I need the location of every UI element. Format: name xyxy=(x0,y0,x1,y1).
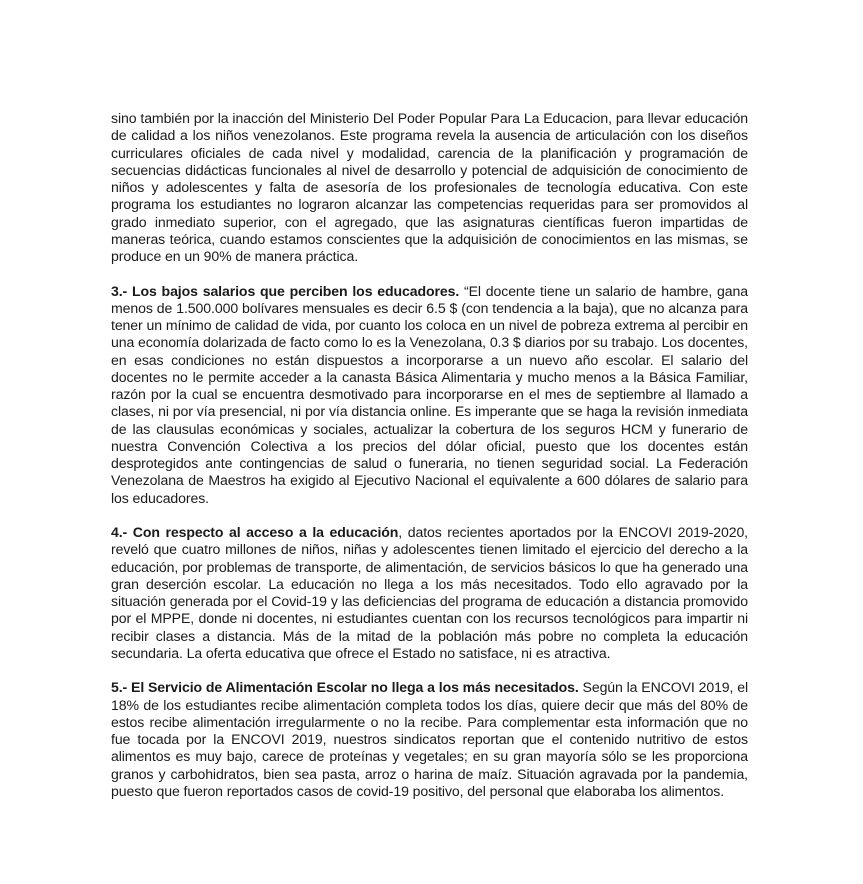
paragraph-heading: 5.- El Servicio de Alimentación Escolar no llega a los más necesitados. xyxy=(111,679,579,696)
paragraph-body: Según la ENCOVI 2019, el 18% de los estudiantes recibe alimentación completa todos los días, quiere decir que más del 80% de estos recibe alimentación irregularmente o no la recibe. Para complementar esta información que no fue tocada por la ENCOVI 2019, nuestros sindicatos reportan que el contenido nutritivo de estos alimentos es muy bajo, carece de proteínas y vegetales; en su gran mayoría sólo se les proporciona granos y carbohidratos, bien sea pasta, arroz o harina de maíz. Situación agravada por la pandemia, puesto que fueron reportados casos de covid-19 positivo, del personal que elaboraba los alimentos. xyxy=(111,679,749,799)
paragraph-body: sino también por la inacción del Ministerio Del Poder Popular Para La Educacion, para llevar educación de calidad a los niños venezolanos. Este programa revela la ausencia de articulación con los diseños curriculares oficiales de cada nivel y modalidad, carencia de la planificación y programación de secuencias didácticas funcionales al nivel de desarrollo y potencial de adquisición de conocimiento de niños y adolescentes y falta de asesoría de los profesionales de tecnología educativa. Con este programa los estudiantes no lograron alcanzar las competencias requeridas para ser promovidos al grado inmediato superior, con el agregado, que las asignaturas científicas fueron impartidas de maneras teórica, cuando estamos conscientes que la adquisición de conocimientos en las mismas, se produce en un 90% de manera práctica. xyxy=(111,110,748,264)
paragraph-heading: 4.- Con respecto al acceso a la educación xyxy=(111,524,399,540)
document-page xyxy=(111,110,748,817)
paragraph-body: “El docente tiene un salario de hambre, gana menos de 1.500.000 bolívares mensuales es decir 6.5 $ (con tendencia a la baja), que no alcanza para tener un mínimo de calidad de vida, por cuanto los coloca en un nivel de pobreza extrema al percibir en una economía dolarizada de facto como lo es la Venezolana, 0.3 $ diarios por su trabajo. Los docentes, en esas condiciones no están dispuestos a incorporarse a un nuevo año escolar. El salario del docentes no le permite acceder a la canasta Básica Alimentaria y mucho menos a la Básica Familiar, razón por la cual se encuentra desmotivado para incorporarse en el mes de septiembre al llamado a clases, ni por vía presencial, ni por vía distancia online. Es imperante que se haga la revisión inmediata de las clausulas económicas y sociales, actualizar la cobertura de los seguros HCM y funerario de nuestra Convención Colectiva a los precios del dólar oficial, puesto que los docentes están desprotegidos ante contingencias de salud o funeraria, no tienen seguridad social. La Federación Venezolana de Maestros ha exigido al Ejecutivo Nacional el equivalente a 600 dólares de salario para los educadores. xyxy=(111,282,748,506)
paragraph-continuation xyxy=(111,110,748,265)
paragraph-heading: 3.- Los bajos salarios que perciben los educadores. xyxy=(111,282,460,299)
paragraph-access-education xyxy=(111,524,748,662)
paragraph-salaries xyxy=(111,283,748,507)
paragraph-school-food xyxy=(111,679,748,800)
paragraph-body: , datos recientes aportados por la ENCOVI 2019-2020, reveló que cuatro millones de niños, niñas y adolescentes tienen limitado el ejercicio del derecho a la educación, por problemas de transporte, de alimentación, de servicios básicos lo que ha generado una gran deserción escolar. La educación no llega a los más necesitados. Todo ello agravado por la situación generada por el Covid-19 y las deficiencias del programa de educación a distancia promovido por el MPPE, donde ni docentes, ni estudiantes cuentan con los recursos tecnológicos para impartir ni recibir clases a distancia. Más de la mitad de la población más pobre no completa la educación secundaria. La oferta educativa que ofrece el Estado no satisface, ni es atractiva. xyxy=(111,524,748,661)
